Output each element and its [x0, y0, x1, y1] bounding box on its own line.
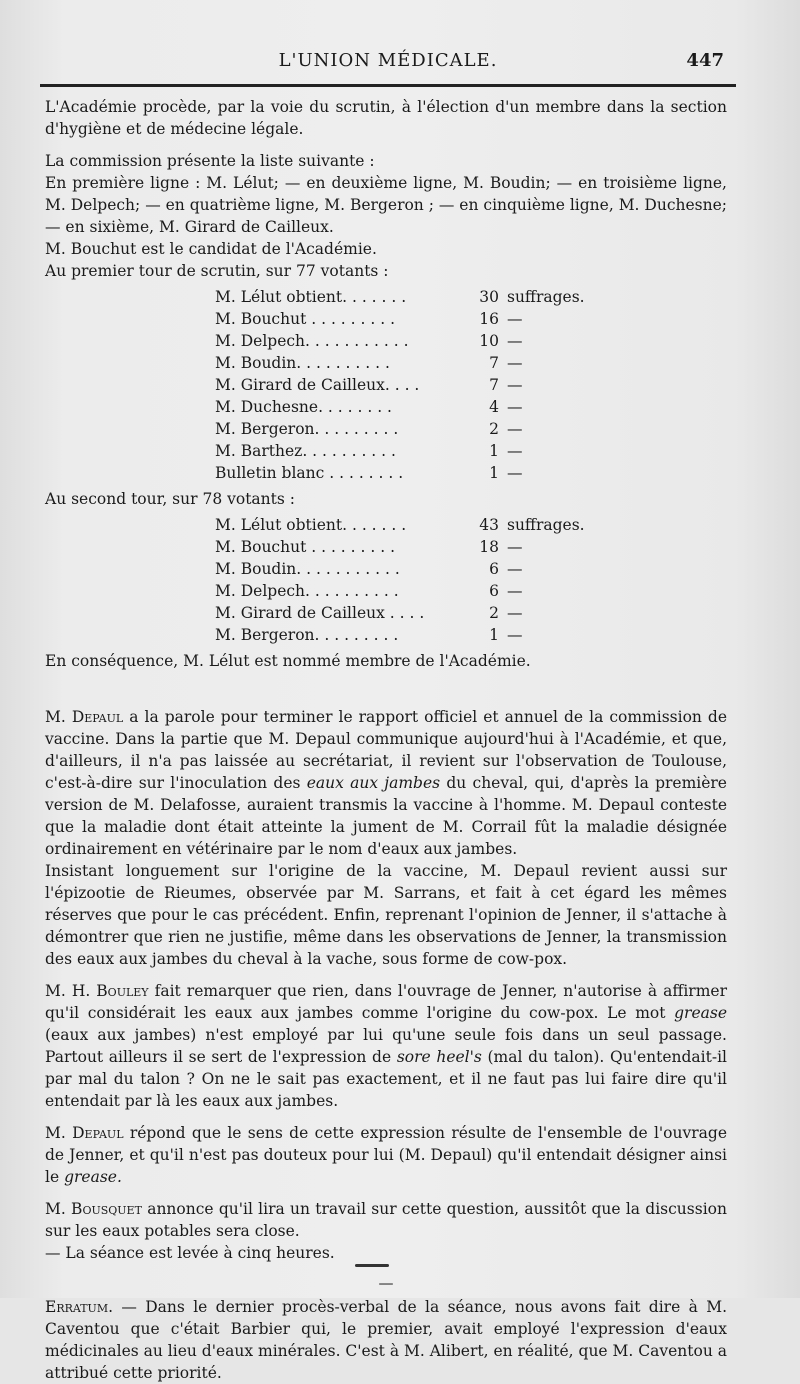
tally-row: M. Lélut obtient. . . . . . . 30 suffrages.: [215, 288, 585, 306]
depaul-origin: Insistant longuement sur l'origine de la vaccine, M. Depaul revient aussi sur l'épizootie de Rieumes, observée par M. Sarrans, et fait à cet égard les mêmes réserves que pour le cas précédent. Enfin, reprenant l'opinion de Jenner, il s'attache à démontrer que rien ne justifie, même dans les observations de Jenner, la transmission des eaux aux jambes du cheval à la vache, sous forme de cow-pox.: [45, 862, 727, 968]
page-number: 447: [686, 50, 724, 71]
round2-intro: Au second tour, sur 78 votants :: [45, 490, 295, 508]
list-intro: La commission présente la liste suivante :: [45, 152, 375, 170]
erratum-note: Erratum. — Dans le dernier procès-verbal de la séance, nous avons fait dire à M. Caventou que c'était Barbier qui, le premier, avait employé l'expression d'eaux médicinales au lieu d'eaux minérales. C'est à M. Alibert, en réalité, que M. Caventou a attribué cette priorité.: [45, 1298, 727, 1382]
tally-row: M. Barthez. . . . . . . . . . 1 —: [215, 442, 523, 460]
article-body: [45, 96, 727, 1384]
tally-row: M. Boudin. . . . . . . . . . 7 —: [215, 354, 523, 372]
session-closing: — La séance est levée à cinq heures.: [45, 1244, 335, 1262]
tally-row: Bulletin blanc . . . . . . . . 1 —: [215, 464, 523, 482]
depaul-report: M. Depaul a la parole pour terminer le rapport officiel et annuel de la commission de vaccine. Dans la partie que M. Depaul communique aujourd'hui à l'Académie, et que, d'ailleurs, il n'a pas laissée au secrétariat, il revient sur l'observation de Toulouse, c'est-à-dire sur l'inoculation des eaux aux jambes du cheval, qui, d'après la première version de M. Delafosse, auraient transmis la vaccine à l'homme. M. Depaul conteste que la maladie dont était atteinte la jument de M. Corrail fût la maladie désignée ordinairement en vétérinaire par le nom d'eaux aux jambes.: [45, 708, 728, 858]
speaker-name: M. Depaul: [45, 708, 124, 726]
speaker-name: M. H. Bouley: [45, 982, 149, 1000]
round1-tally: [215, 286, 727, 484]
tally-row: M. Bergeron. . . . . . . . . 2 —: [215, 420, 523, 438]
round1-intro: Au premier tour de scrutin, sur 77 votants :: [45, 262, 389, 280]
erratum-label: Erratum.: [45, 1298, 114, 1316]
tally-row: M. Girard de Cailleux . . . . 2 —: [215, 604, 523, 622]
round2-tally: [215, 514, 727, 646]
candidate-list: En première ligne : M. Lélut; — en deuxième ligne, M. Boudin; — en troisième ligne, M. Delpech; — en quatrième ligne, M. Bergeron ; — en cinquième ligne, M. Duchesne; — en sixième, M. Girard de Cailleux.: [45, 174, 727, 236]
depaul-reply: M. Depaul répond que le sens de cette expression résulte de l'ensemble de l'ouvrage de Jenner, et qu'il n'est pas douteux pour lui (M. Depaul) qu'il entendait désigner ainsi le grease.: [45, 1124, 728, 1186]
speaker-name: M. Bousquet: [45, 1200, 142, 1218]
end-ornament: [355, 1264, 389, 1267]
page-header: [40, 46, 736, 76]
header-rule: [40, 84, 736, 87]
speaker-name: M. Depaul: [45, 1124, 124, 1142]
tally-row: M. Delpech. . . . . . . . . . 6 —: [215, 582, 523, 600]
tally-row: M. Bouchut . . . . . . . . . 18 —: [215, 538, 523, 556]
tally-row: M. Lélut obtient. . . . . . . 43 suffrages.: [215, 516, 585, 534]
tally-row: M. Girard de Cailleux. . . . 7 —: [215, 376, 523, 394]
election-intro: L'Académie procède, par la voie du scrutin, à l'élection d'un membre dans la section d'hygiène et de médecine légale.: [45, 98, 727, 138]
tally-row: M. Bouchut . . . . . . . . . 16 —: [215, 310, 523, 328]
bousquet-announcement: M. Bousquet annonce qu'il lira un travail sur cette question, aussitôt que la discussion sur les eaux potables sera close.: [45, 1200, 727, 1240]
academy-candidate: M. Bouchut est le candidat de l'Académie.: [45, 240, 377, 258]
tally-row: M. Boudin. . . . . . . . . . . 6 —: [215, 560, 523, 578]
running-title: L'UNION MÉDICALE.: [278, 50, 498, 71]
bouley-remark: M. H. Bouley fait remarquer que rien, dans l'ouvrage de Jenner, n'autorise à affirmer qu'il considérait les eaux aux jambes comme l'origine du cow-pox. Le mot grease (eaux aux jambes) n'est employé par lui qu'une seule fois dans un seul passage. Partout ailleurs il se sert de l'expression de sore heel's (mal du talon). Qu'entendait-il par mal du talon ? On ne le sait pas exactement, et il ne faut pas lui faire dire qu'il entendait par là les eaux aux jambes.: [45, 982, 728, 1110]
tally-row: M. Bergeron. . . . . . . . . 1 —: [215, 626, 523, 644]
tally-row: M. Delpech. . . . . . . . . . . 10 —: [215, 332, 523, 350]
tally-row: M. Duchesne. . . . . . . . 4 —: [215, 398, 523, 416]
election-result: En conséquence, M. Lélut est nommé membre de l'Académie.: [45, 652, 531, 670]
section-separator: —: [378, 1274, 394, 1292]
